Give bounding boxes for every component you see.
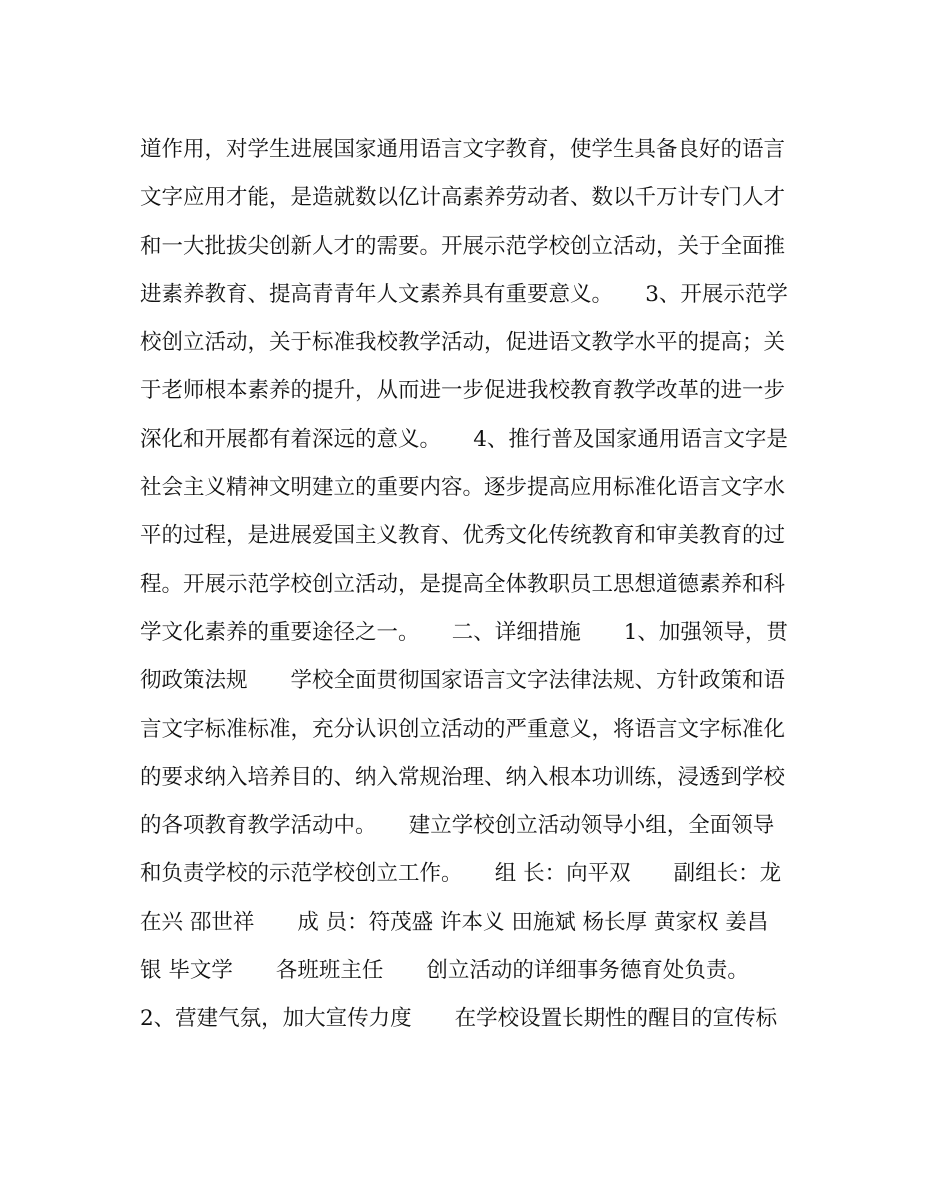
text-line-19: 2、营建气氛，加大宣传力度 在学校设置长期性的醒目的宣传标 bbox=[140, 1006, 778, 1032]
text-line-10: 程。开展示范学校创立活动，是提高全体教职员工思想道德素养和科 bbox=[140, 571, 786, 597]
text-line-15: 的各项教育教学活动中。 建立学校创立活动领导小组，全面领导 bbox=[140, 813, 775, 839]
text-line-8: 社会主义精神文明建立的重要内容。逐步提高应用标准化语言文字水 bbox=[140, 475, 786, 501]
text-line-2: 文字应用才能，是造就数以亿计高素养劳动者、数以千万计专门人才 bbox=[140, 185, 786, 211]
text-line-17: 在兴 邵世祥 成 员：符茂盛 许本义 田施斌 杨长厚 黄家权 姜昌 bbox=[140, 909, 769, 935]
text-line-7: 深化和开展都有着深远的意义。 4、推行普及国家通用语言文字是 bbox=[140, 426, 788, 452]
text-line-18: 银 毕文学 各班班主任 创立活动的详细事务德育处负责。 bbox=[140, 958, 749, 984]
text-line-5: 校创立活动，关于标准我校教学活动，促进语文教学水平的提高；关 bbox=[140, 330, 786, 356]
body-text bbox=[140, 126, 820, 1044]
text-line-6: 于老师根本素养的提升，从而进一步促进我校教育教学改革的进一步 bbox=[140, 378, 786, 404]
text-line-9: 平的过程，是进展爱国主义教育、优秀文化传统教育和审美教育的过 bbox=[140, 523, 786, 549]
text-line-16: 和负责学校的示范学校创立工作。 组 长：向平双 副组长：龙 bbox=[140, 861, 782, 887]
text-line-14: 的要求纳入培养目的、纳入常规治理、纳入根本功训练，浸透到学校 bbox=[140, 764, 786, 790]
text-line-4: 进素养教育、提高青青年人文素养具有重要意义。 3、开展示范学 bbox=[140, 281, 788, 307]
text-line-3: 和一大批拔尖创新人才的需要。开展示范学校创立活动，关于全面推 bbox=[140, 233, 786, 259]
text-line-11: 学文化素养的重要途径之一。 二、详细措施 1、加强领导，贯 bbox=[140, 619, 788, 645]
text-line-1: 道作用，对学生进展国家通用语言文字教育，使学生具备良好的语言 bbox=[140, 137, 786, 162]
text-line-13: 言文字标准标准，充分认识创立活动的严重意义，将语言文字标准化 bbox=[140, 716, 786, 742]
text-line-12: 彻政策法规 学校全面贯彻国家语言文字法律法规、方针政策和语 bbox=[140, 668, 786, 694]
